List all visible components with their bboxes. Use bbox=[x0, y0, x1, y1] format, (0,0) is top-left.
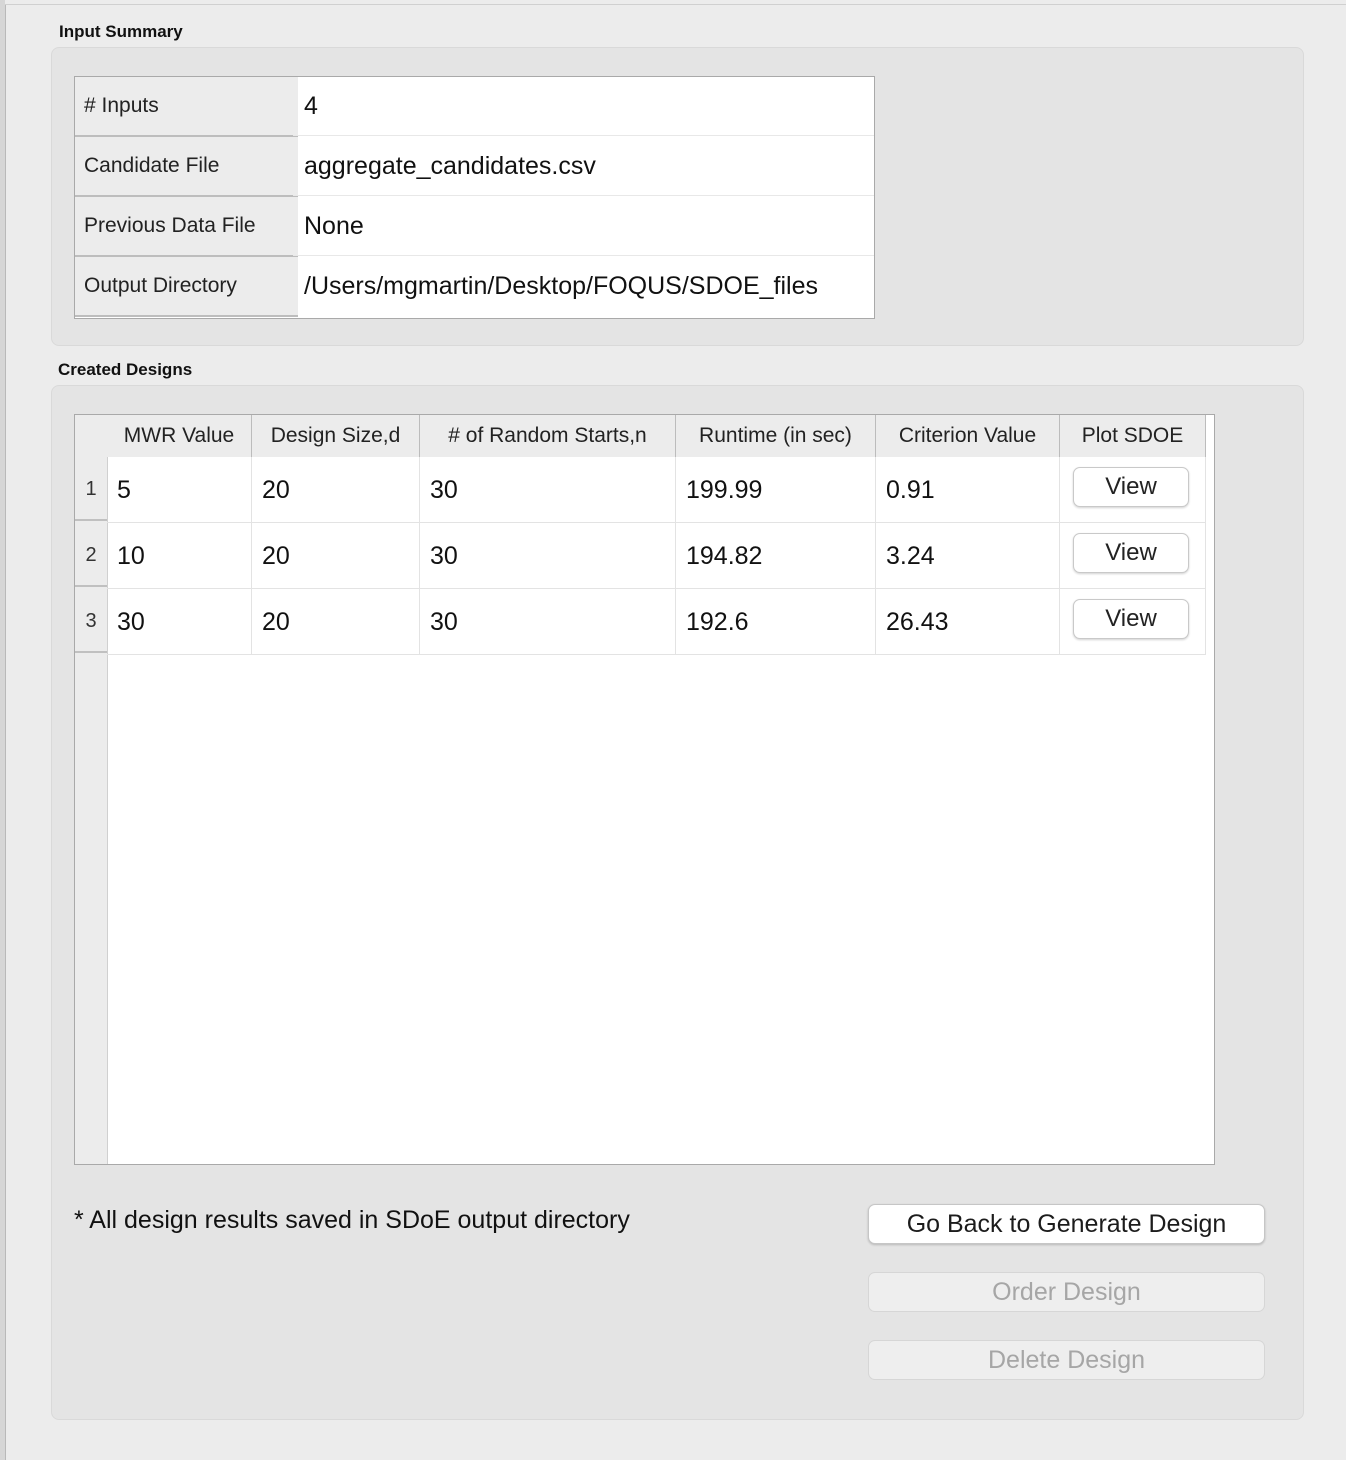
summary-row-output-directory bbox=[75, 257, 874, 317]
window-edge bbox=[0, 0, 6, 1460]
view-plot-button[interactable]: View bbox=[1073, 533, 1189, 573]
row-number[interactable]: 3 bbox=[75, 589, 107, 653]
summary-value[interactable]: aggregate_candidates.csv bbox=[293, 137, 874, 196]
row-number[interactable]: 1 bbox=[75, 457, 107, 521]
created-designs-title: Created Designs bbox=[58, 360, 193, 379]
column-header-plot-sdoe[interactable]: Plot SDOE bbox=[1060, 415, 1206, 457]
go-back-button[interactable]: Go Back to Generate Design bbox=[868, 1204, 1265, 1244]
designs-table bbox=[74, 414, 1215, 1165]
summary-row-candidate-file bbox=[75, 137, 874, 197]
column-header-mwr[interactable]: MWR Value bbox=[107, 415, 252, 457]
top-divider bbox=[5, 0, 1346, 5]
input-summary-title: Input Summary bbox=[59, 22, 183, 41]
summary-label: # Inputs bbox=[75, 77, 298, 137]
cell-plot-sdoe bbox=[1060, 457, 1206, 523]
cell-runtime[interactable]: 192.6 bbox=[676, 589, 876, 655]
column-header-random-starts[interactable]: # of Random Starts,n bbox=[420, 415, 676, 457]
column-header-criterion[interactable]: Criterion Value bbox=[876, 415, 1060, 457]
cell-runtime[interactable]: 194.82 bbox=[676, 523, 876, 589]
summary-row-inputs bbox=[75, 77, 874, 137]
column-header-runtime[interactable]: Runtime (in sec) bbox=[676, 415, 876, 457]
cell-criterion[interactable]: 0.91 bbox=[876, 457, 1060, 523]
order-design-button[interactable]: Order Design bbox=[868, 1272, 1265, 1312]
cell-plot-sdoe bbox=[1060, 589, 1206, 655]
cell-mwr[interactable]: 30 bbox=[107, 589, 252, 655]
cell-design-size[interactable]: 20 bbox=[252, 457, 420, 523]
cell-mwr[interactable]: 10 bbox=[107, 523, 252, 589]
summary-value[interactable]: 4 bbox=[293, 77, 874, 136]
view-plot-button[interactable]: View bbox=[1073, 599, 1189, 639]
summary-label: Previous Data File bbox=[75, 197, 298, 257]
delete-design-button[interactable]: Delete Design bbox=[868, 1340, 1265, 1380]
cell-criterion[interactable]: 3.24 bbox=[876, 523, 1060, 589]
column-header-design-size[interactable]: Design Size,d bbox=[252, 415, 420, 457]
cell-runtime[interactable]: 199.99 bbox=[676, 457, 876, 523]
cell-design-size[interactable]: 20 bbox=[252, 589, 420, 655]
summary-label: Candidate File bbox=[75, 137, 298, 197]
input-summary-table bbox=[74, 76, 875, 319]
row-number[interactable]: 2 bbox=[75, 523, 107, 587]
cell-random-starts[interactable]: 30 bbox=[420, 523, 676, 589]
summary-label: Output Directory bbox=[75, 257, 298, 317]
cell-design-size[interactable]: 20 bbox=[252, 523, 420, 589]
cell-criterion[interactable]: 26.43 bbox=[876, 589, 1060, 655]
summary-value[interactable]: None bbox=[293, 197, 874, 256]
cell-plot-sdoe bbox=[1060, 523, 1206, 589]
cell-mwr[interactable]: 5 bbox=[107, 457, 252, 523]
cell-random-starts[interactable]: 30 bbox=[420, 457, 676, 523]
view-plot-button[interactable]: View bbox=[1073, 467, 1189, 507]
summary-row-previous-data-file bbox=[75, 197, 874, 257]
save-note: * All design results saved in SDoE output directory bbox=[74, 1206, 630, 1234]
summary-value[interactable]: /Users/mgmartin/Desktop/FOQUS/SDOE_files bbox=[304, 272, 819, 300]
cell-random-starts[interactable]: 30 bbox=[420, 589, 676, 655]
